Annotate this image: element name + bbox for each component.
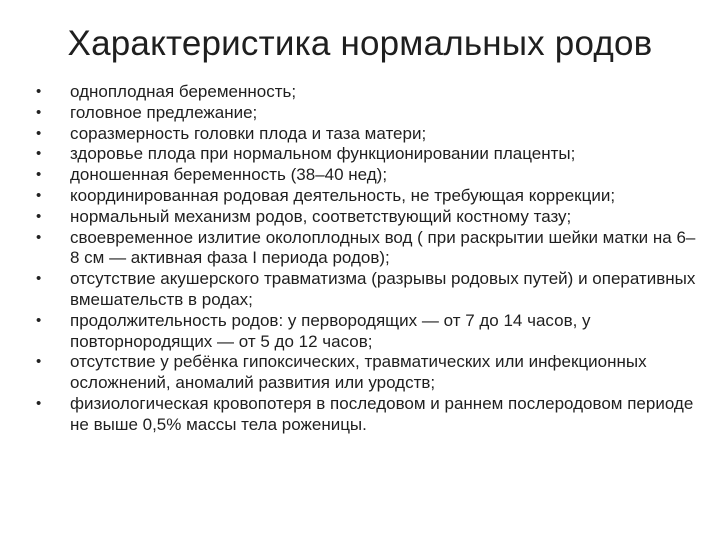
list-item-text: физиологическая кровопотеря в последовом и раннем послеродовом периоде не выше 0,5% массы тела роженицы. bbox=[70, 393, 694, 434]
list-item bbox=[36, 124, 702, 145]
list-item-text: одноплодная беременность; bbox=[70, 82, 297, 101]
list-item-text: отсутствие у ребёнка гипоксических, травматических или инфекционных осложнений, аномалий развития или уродств; bbox=[70, 352, 647, 393]
list-item bbox=[36, 103, 702, 124]
bullet-icon: • bbox=[36, 270, 42, 288]
bullet-icon: • bbox=[36, 228, 42, 246]
bullet-icon: • bbox=[36, 166, 42, 184]
list-item bbox=[36, 144, 702, 165]
list-item bbox=[36, 165, 702, 186]
list-item bbox=[36, 82, 702, 103]
bullet-icon: • bbox=[36, 186, 42, 204]
list-item-text: доношенная беременность (38–40 нед); bbox=[70, 165, 388, 185]
list-item-text: координированная родовая деятельность, не требующая коррекции; bbox=[70, 185, 616, 205]
list-item-text: продолжительность родов: у первородящих — от 7 до 14 часов, у повторнородящих — от 5 до 12 часов; bbox=[70, 310, 591, 351]
list-item bbox=[36, 394, 702, 436]
bullet-icon: • bbox=[36, 83, 42, 100]
list-item-text: своевременное излитие околоплодных вод ( при раскрытии шейки матки на 6–8 см — активная фаза I периода родов); bbox=[70, 227, 696, 268]
slide-title: Характеристика нормальных родов bbox=[67, 24, 653, 63]
list-item bbox=[36, 228, 702, 270]
bullet-icon: • bbox=[36, 353, 42, 371]
list-item bbox=[36, 186, 702, 207]
list-item bbox=[36, 311, 702, 353]
list-item-text: здоровье плода при нормальном функционировании плаценты; bbox=[70, 144, 576, 164]
bullet-icon: • bbox=[36, 394, 42, 412]
list-item bbox=[36, 207, 702, 228]
bullet-icon: • bbox=[36, 103, 42, 121]
bullet-icon: • bbox=[36, 145, 42, 163]
bullet-list bbox=[36, 82, 702, 436]
list-item-text: отсутствие акушерского травматизма (разрывы родовых путей) и оперативных вмешательств в родах; bbox=[70, 269, 696, 309]
list-item-text: головное предлежание; bbox=[70, 102, 258, 122]
list-item-text: соразмерность головки плода и таза матери; bbox=[70, 123, 427, 143]
bullet-icon: • bbox=[36, 124, 42, 142]
bullet-icon: • bbox=[36, 311, 42, 329]
bullet-icon: • bbox=[36, 207, 42, 225]
list-item bbox=[36, 352, 702, 394]
list-item-text: нормальный механизм родов, соответствующий костному тазу; bbox=[70, 206, 572, 226]
list-item bbox=[36, 269, 702, 311]
